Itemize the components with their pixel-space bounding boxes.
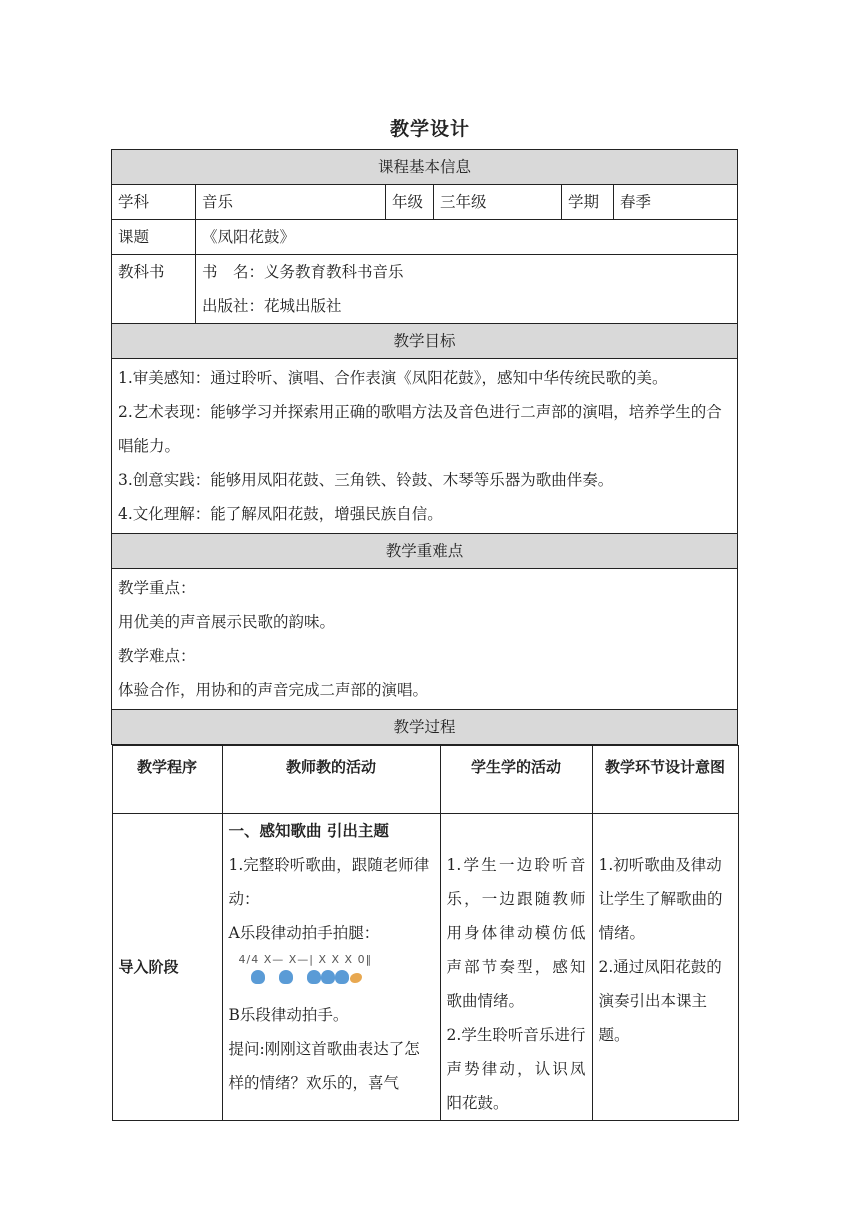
clap-icons (251, 970, 376, 990)
objective-item: 1.审美感知：通过聆听、演唱、合作表演《凤阳花鼓》，感知中华传统民歌的美。 (118, 369, 668, 387)
grade-value: 三年级 (434, 185, 562, 220)
teacher-line: B乐段律动拍手。 (228, 1006, 349, 1024)
key-points-body (112, 569, 738, 710)
rhythm-notation: 4/4 X— X—| X X X 0‖ (238, 953, 373, 966)
student-activity-cell (440, 814, 592, 1121)
objectives-heading: 教学目标 (112, 324, 738, 359)
topic-value: 《凤阳花鼓》 (196, 220, 738, 255)
objective-item: 2.艺术表现：能够学习并探索用正确的歌唱方法及音色进行二声部的演唱，培养学生的合唱能力。 (118, 403, 722, 455)
key-points-heading: 教学重难点 (112, 534, 738, 569)
rest-hand-icon (350, 973, 362, 983)
objective-item: 4.文化理解：能了解凤阳花鼓，增强民族自信。 (118, 505, 443, 523)
teacher-line: 1.完整聆听歌曲，跟随老师律动： (228, 856, 430, 908)
intent-line: 1.初听歌曲及律动让学生了解歌曲的情绪。 (598, 856, 723, 942)
textbook-info (196, 255, 738, 324)
student-line: 2.学生聆听音乐进行声势律动，认识凤阳花鼓。 (446, 1026, 586, 1112)
focus-label: 教学重点： (118, 579, 196, 597)
col-header-teacher: 教师教的活动 (222, 746, 440, 814)
rhythm-figure (229, 952, 434, 996)
topic-label: 课题 (112, 220, 196, 255)
process-heading: 教学过程 (112, 710, 738, 745)
clap-hands-icon (335, 970, 349, 984)
subject-value: 音乐 (196, 185, 386, 220)
intent-cell (592, 814, 738, 1121)
intent-line: 2.通过凤阳花鼓的演奏引出本课主题。 (598, 958, 722, 1044)
grade-label: 年级 (386, 185, 434, 220)
clap-hands-icon (321, 970, 335, 984)
difficulty-text: 体验合作，用协和的声音完成二声部的演唱。 (118, 681, 429, 699)
process-container (112, 745, 738, 1122)
teacher-line: A乐段律动拍手拍腿： (228, 924, 380, 942)
clap-hands-icon (307, 970, 321, 984)
clap-hands-icon (279, 970, 293, 984)
col-header-intent: 教学环节设计意图 (592, 746, 738, 814)
clap-hands-icon (251, 970, 265, 984)
subject-label: 学科 (112, 185, 196, 220)
student-line: 1.学生一边聆听音乐，一边跟随教师用身体律动模仿低声部节奏型，感知歌曲情绪。 (446, 856, 586, 1010)
objectives-list (112, 359, 738, 534)
teacher-line: 提问:刚刚这首歌曲表达了怎样的情绪？欢乐的，喜气 (228, 1040, 420, 1092)
course-info-heading: 课程基本信息 (112, 150, 738, 185)
page-title: 教学设计 (389, 118, 470, 140)
textbook-label: 教科书 (112, 255, 196, 324)
term-label: 学期 (562, 185, 614, 220)
textbook-publisher: 出版社：花城出版社 (202, 297, 342, 315)
focus-text: 用优美的声音展示民歌的韵味。 (118, 613, 336, 631)
textbook-name: 书 名：义务教育教科书音乐 (202, 263, 404, 281)
lesson-table (111, 149, 738, 1121)
term-value: 春季 (614, 185, 738, 220)
col-header-student: 学生学的活动 (440, 746, 592, 814)
teacher-section-title: 一、感知歌曲 引出主题 (228, 822, 389, 840)
process-table (112, 745, 739, 1121)
teacher-activity-cell (222, 814, 440, 1121)
objective-item: 3.创意实践：能够用凤阳花鼓、三角铁、铃鼓、木琴等乐器为歌曲伴奏。 (118, 471, 614, 489)
difficulty-label: 教学难点： (118, 647, 196, 665)
col-header-stage: 教学程序 (112, 746, 222, 814)
stage-cell: 导入阶段 (112, 814, 222, 1121)
